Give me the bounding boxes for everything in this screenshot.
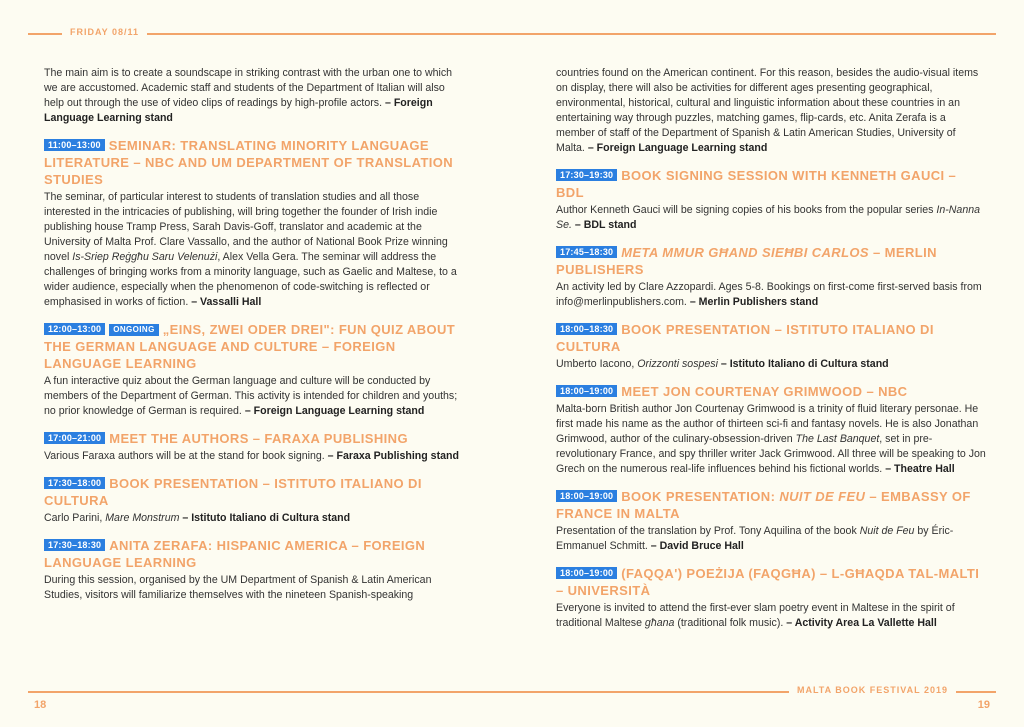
day-label: FRIDAY 08/11 bbox=[62, 27, 147, 37]
event-description: The seminar, of particular interest to students of translation studies and all those interested in the intricacies of publishing, will bring together the founder of Irish indie publishing house Tramp Press, Sarah Davis-Goff, translator and academic at the University of Malta Prof. Clare Vassallo, and the author of National Book Prize winning novel bbox=[44, 191, 448, 263]
event-location: – Istituto Italiano di Cultura stand bbox=[720, 358, 889, 370]
event-title: ANITA ZERAFA: HISPANIC AMERICA – FOREIGN LANGUAGE LEARNING bbox=[44, 538, 426, 570]
event-slam-poetry bbox=[556, 565, 986, 631]
event-description: Presentation of the translation by Prof. Tony Aquilina of the book bbox=[556, 525, 860, 537]
event-description: Author Kenneth Gauci will be signing copies of his books from the popular series bbox=[556, 204, 937, 216]
event-location: – David Bruce Hall bbox=[650, 540, 744, 552]
event-title: BOOK PRESENTATION – ISTITUTO ITALIANO DI CULTURA bbox=[556, 322, 934, 354]
event-description: Carlo Parini, bbox=[44, 512, 106, 524]
event-location: – Theatre Hall bbox=[885, 463, 955, 475]
event-book-title: Mare Monstrum bbox=[105, 512, 180, 524]
event-book-presentation-parini bbox=[44, 475, 464, 526]
event-description: Various Faraxa authors will be at the stand for book signing. bbox=[44, 450, 325, 462]
event-description-cont: , Alex Vella Gera. The seminar will address the challenges of bringing works from a minority language, such as Gaelic and Maltese, to a wider audience, especially when the phenomenon of code-switching is reflected or emphasised in works of fiction. bbox=[44, 251, 457, 308]
event-description-cont: (traditional folk music). bbox=[674, 617, 784, 629]
event-location: – Vassalli Hall bbox=[191, 296, 262, 308]
event-description: Everyone is invited to attend the first-ever slam poetry event in Maltese in the spirit of traditional Maltese bbox=[556, 602, 955, 629]
event-book-title: In-Nanna Se. bbox=[556, 204, 981, 231]
event-faraxa bbox=[44, 430, 464, 464]
time-badge: 17:30–19:30 bbox=[556, 169, 617, 181]
event-seminar-translation bbox=[44, 137, 464, 310]
event-grimwood bbox=[556, 383, 986, 477]
page-number-right: 19 bbox=[977, 699, 990, 711]
page-number-left: 18 bbox=[34, 699, 47, 711]
continuation-text: countries found on the American continent. For this reason, besides the audio-visual items on display, there will also be activities for different ages presenting geographical, environmental, historical, cultural and linguistic information about these countries in an entertaining way through puzzles, matching games, flip-cards, etc. Anita Zerafa is a member of staff of the Department of Spanish & Latin American Studies, University of Malta. bbox=[556, 67, 979, 154]
event-german-quiz bbox=[44, 321, 464, 419]
event-description: Umberto Iacono, bbox=[556, 358, 638, 370]
intro-location: – Foreign Language Learning stand bbox=[44, 97, 433, 124]
event-location: – BDL stand bbox=[574, 219, 637, 231]
event-title: BOOK PRESENTATION: bbox=[621, 489, 780, 504]
event-location: – Foreign Language Learning stand bbox=[244, 405, 425, 417]
event-location: – Activity Area La Vallette Hall bbox=[786, 617, 937, 629]
event-location: – Istituto Italiano di Cultura stand bbox=[182, 512, 351, 524]
event-merlin bbox=[556, 244, 986, 310]
hispanic-continuation bbox=[556, 66, 986, 156]
event-italic-term: għana bbox=[644, 617, 675, 629]
intro-continuation bbox=[44, 66, 464, 126]
time-badge: 18:00–18:30 bbox=[556, 323, 617, 335]
event-title: BOOK PRESENTATION – ISTITUTO ITALIANO DI CULTURA bbox=[44, 476, 422, 508]
time-badge: 17:30–18:30 bbox=[44, 539, 105, 551]
event-title: „EINS, ZWEI ODER DREI": FUN QUIZ ABOUT THE GERMAN LANGUAGE AND CULTURE – FOREIGN LANGUAGE LEARNING bbox=[44, 322, 456, 371]
time-badge: 17:45–18:30 bbox=[556, 246, 617, 258]
event-book-title: Orizzonti sospesi bbox=[637, 358, 718, 370]
event-nuit-de-feu bbox=[556, 488, 986, 554]
event-title: MEET JON COURTENAY GRIMWOOD – NBC bbox=[621, 384, 908, 399]
festival-label: MALTA BOOK FESTIVAL 2019 bbox=[789, 685, 956, 695]
time-badge: 18:00–19:00 bbox=[556, 490, 617, 502]
time-badge: 18:00–19:00 bbox=[556, 567, 617, 579]
time-badge: 17:30–18:00 bbox=[44, 477, 105, 489]
ongoing-badge: ONGOING bbox=[109, 324, 158, 336]
event-location: – Merlin Publishers stand bbox=[689, 296, 819, 308]
time-badge: 18:00–19:00 bbox=[556, 385, 617, 397]
event-title-italic: META MMUR GĦAND SIEĦBI CARLOS bbox=[621, 245, 870, 260]
event-description: A fun interactive quiz about the German language and culture will be conducted by members of the Department of German. This activity is intended for children and youths; no prior knowledge of German is required. bbox=[44, 375, 458, 417]
event-hispanic-america bbox=[44, 537, 464, 603]
event-description: During this session, organised by the UM Department of Spanish & Latin American Studies, visitors will familiarize themselves with the nineteen Spanish-speaking bbox=[44, 574, 432, 601]
event-title: SEMINAR: TRANSLATING MINORITY LANGUAGE LITERATURE – NBC AND UM DEPARTMENT OF TRANSLATION STUDIES bbox=[44, 138, 454, 187]
event-kenneth-gauci bbox=[556, 167, 986, 233]
time-badge: 17:00–21:00 bbox=[44, 432, 105, 444]
event-book-presentation-iacono bbox=[556, 321, 986, 372]
event-description: Malta-born British author Jon Courtenay Grimwood is a trinity of fluid literary personae. He first made his name as the author of thirteen sci-fi and fantasy novels. He is also Jonathan Grimwood, author of the culinary-obsession-driven bbox=[556, 403, 979, 445]
event-description: An activity led by Clare Azzopardi. Ages 5-8. Bookings on first-come first-served basis from info@merlinpublishers.com. bbox=[556, 281, 982, 308]
event-book-title: Is-Sriep Reġgħu Saru Velenużi bbox=[72, 251, 218, 263]
right-column bbox=[556, 66, 986, 642]
event-description-cont: by Éric-Emmanuel Schmitt. bbox=[556, 525, 954, 552]
time-badge: 12:00–13:00 bbox=[44, 323, 105, 335]
event-title: MEET THE AUTHORS – FARAXA PUBLISHING bbox=[109, 431, 408, 446]
event-title-cont: – EMBASSY OF FRANCE IN MALTA bbox=[556, 489, 971, 521]
event-location: – Faraxa Publishing stand bbox=[327, 450, 459, 462]
header-rule bbox=[28, 33, 996, 35]
intro-text: The main aim is to create a soundscape in striking contrast with the urban one to which we are accustomed. Academic staff and students of the Department of Italian will also help out through the use of video clips of readings by high-profile actors. bbox=[44, 67, 453, 109]
time-badge: 11:00–13:00 bbox=[44, 139, 105, 151]
left-column bbox=[44, 66, 464, 614]
event-title: – MERLIN PUBLISHERS bbox=[556, 245, 937, 277]
event-title: (FAQQA') POEŻIJA (FAQGĦA) – L-GĦAQDA TAL-MALTI – UNIVERSITÀ bbox=[556, 566, 980, 598]
event-book-title: Nuit de Feu bbox=[859, 525, 915, 537]
event-title-italic: NUIT DE FEU bbox=[779, 489, 866, 504]
continuation-location: – Foreign Language Learning stand bbox=[587, 142, 768, 154]
event-book-title: The Last Banquet bbox=[795, 433, 880, 445]
event-title: BOOK SIGNING SESSION WITH KENNETH GAUCI – BDL bbox=[556, 168, 957, 200]
event-description-cont: , set in pre-revolutionary France, and spy thriller writer Jack Grimwood. All three will be speaking to Jon Grech on the numerous real-life influences behind his fictional worlds. bbox=[556, 433, 986, 475]
